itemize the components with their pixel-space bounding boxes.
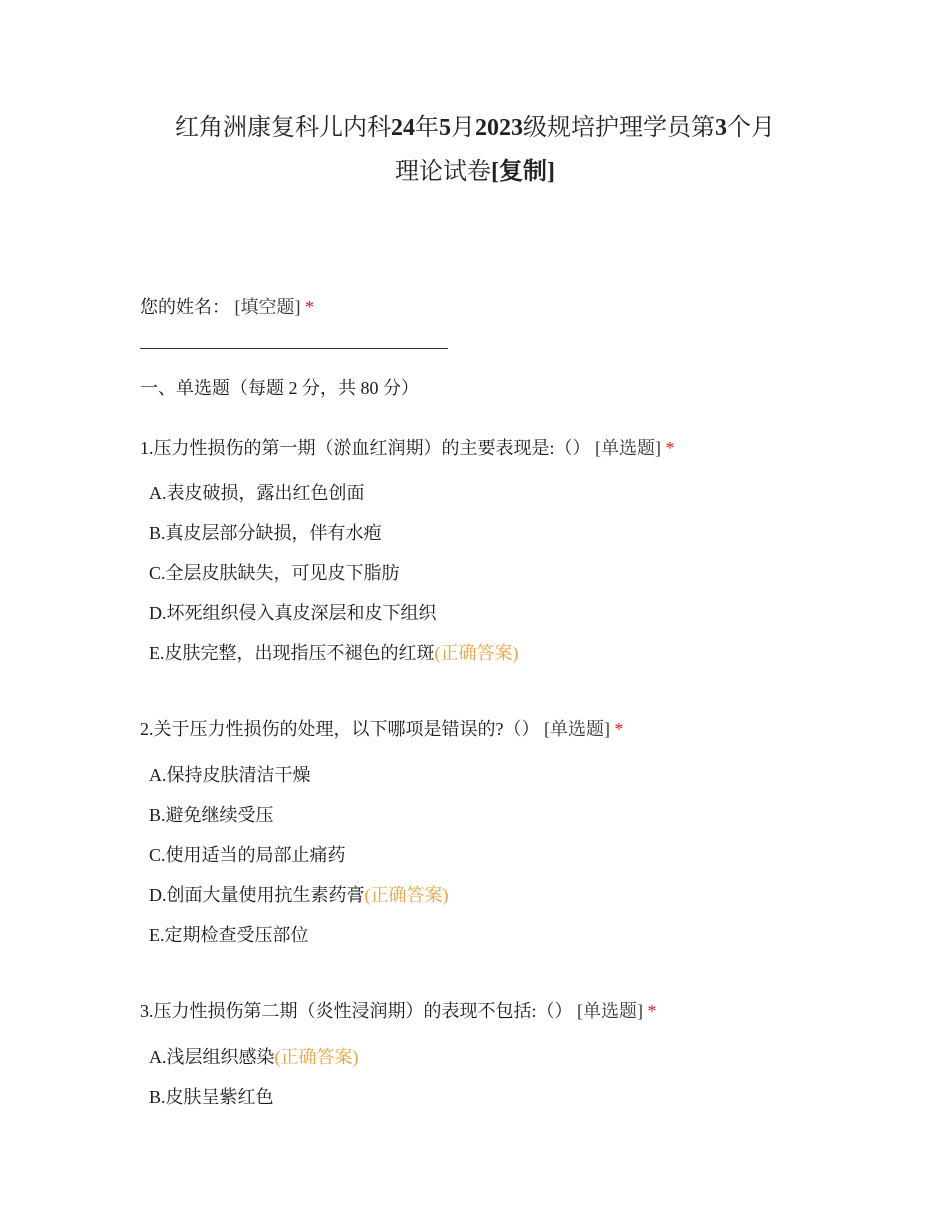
required-mark: *: [665, 438, 675, 458]
question-text: 3.压力性损伤第二期（炎性浸润期）的表现不包括:（）: [140, 1001, 573, 1021]
correct-answer-marker: (正确答案): [274, 1047, 359, 1067]
question-1: [140, 435, 675, 461]
option-2b[interactable]: B.避免继续受压: [149, 805, 274, 825]
option-1b[interactable]: B.真皮层部分缺损，伴有水疱: [149, 523, 382, 543]
question-3: [140, 998, 657, 1024]
correct-answer-marker: (正确答案): [364, 885, 449, 905]
required-mark: *: [614, 719, 624, 739]
title-line-1: 红角洲康复科儿内科24年5月2023级规培护理学员第3个月: [175, 115, 775, 141]
option-1c[interactable]: C.全层皮肤缺失，可见皮下脂肪: [149, 563, 400, 583]
page-title: [120, 106, 830, 194]
option-1e[interactable]: E.皮肤完整，出现指压不褪色的红斑(正确答案): [149, 643, 519, 663]
title-line-2: 理论试卷[复制]: [395, 159, 555, 185]
option-1d[interactable]: D.坏死组织侵入真皮深层和皮下组织: [149, 603, 437, 623]
required-mark: *: [647, 1001, 657, 1021]
question-text: 1.压力性损伤的第一期（淤血红润期）的主要表现是:（）: [140, 438, 591, 458]
question-type-tag: [单选题]: [577, 1001, 643, 1021]
question-2: [140, 716, 624, 742]
option-3a[interactable]: A.浅层组织感染(正确答案): [149, 1047, 359, 1067]
correct-answer-marker: (正确答案): [434, 643, 519, 663]
option-2a[interactable]: A.保持皮肤清洁干燥: [149, 765, 311, 785]
question-text: 2.关于压力性损伤的处理，以下哪项是错误的?（）: [140, 719, 540, 739]
option-2c[interactable]: C.使用适当的局部止痛药: [149, 845, 346, 865]
name-input-line[interactable]: [140, 348, 448, 349]
question-type-tag: [填空题]: [234, 297, 301, 317]
option-2e[interactable]: E.定期检查受压部位: [149, 925, 309, 945]
option-3b[interactable]: B.皮肤呈紫红色: [149, 1087, 274, 1107]
option-1a[interactable]: A.表皮破损，露出红色创面: [149, 483, 365, 503]
name-field-label: 您的姓名： [填空题] *: [140, 297, 314, 317]
option-2d[interactable]: D.创面大量使用抗生素药膏(正确答案): [149, 885, 449, 905]
section-heading: 一、单选题（每题 2 分，共 80 分）: [140, 378, 419, 398]
required-mark: *: [305, 297, 314, 317]
question-type-tag: [单选题]: [544, 719, 610, 739]
question-type-tag: [单选题]: [595, 438, 661, 458]
